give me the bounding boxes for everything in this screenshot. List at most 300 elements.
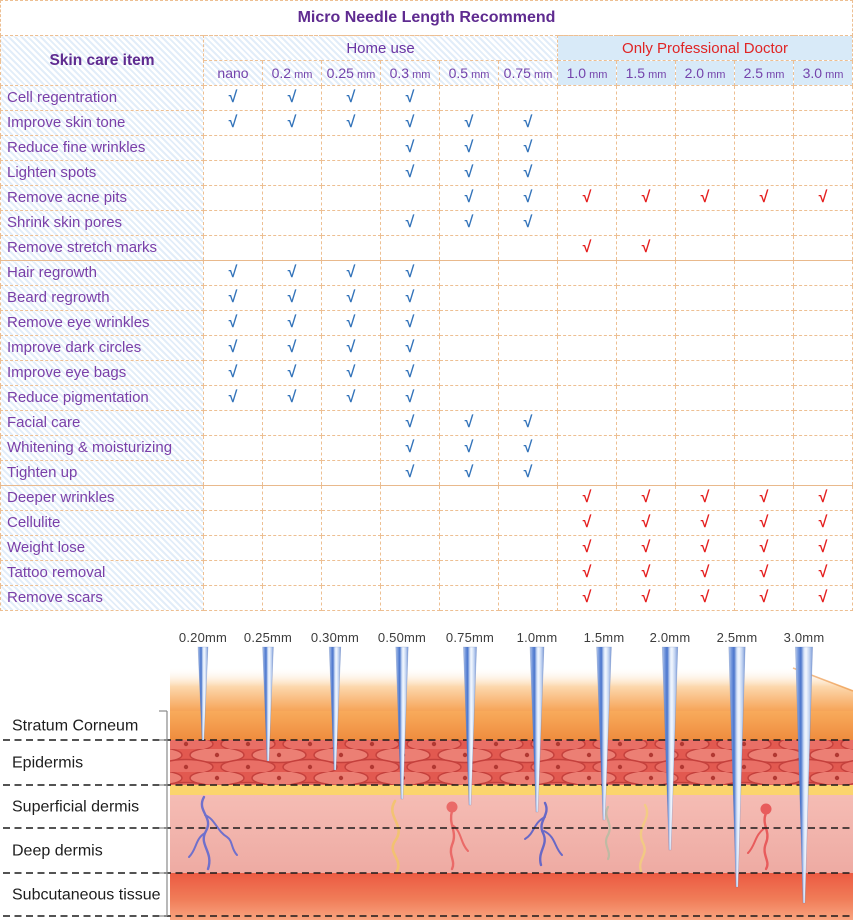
empty-cell: [322, 186, 381, 211]
check-cell: √: [558, 586, 617, 611]
empty-cell: [322, 161, 381, 186]
row-label: Lighten spots: [1, 161, 204, 186]
empty-cell: [440, 536, 499, 561]
empty-cell: [794, 436, 853, 461]
check-cell: √: [794, 486, 853, 511]
empty-cell: [440, 561, 499, 586]
empty-cell: [794, 211, 853, 236]
check-cell: √: [794, 586, 853, 611]
row-label: Hair regrowth: [1, 261, 204, 286]
check-cell: √: [322, 261, 381, 286]
table-row: [1, 211, 853, 236]
empty-cell: [735, 286, 794, 311]
check-cell: √: [558, 236, 617, 261]
empty-cell: [440, 586, 499, 611]
empty-cell: [381, 236, 440, 261]
skin-layer-label: Deep dermis: [12, 842, 103, 859]
empty-cell: [558, 336, 617, 361]
empty-cell: [617, 211, 676, 236]
table-row: [1, 361, 853, 386]
empty-cell: [558, 411, 617, 436]
row-label: Improve eye bags: [1, 361, 204, 386]
check-cell: √: [735, 586, 794, 611]
column-header-2.0mm: 2.0 mm: [676, 61, 735, 86]
check-cell: √: [204, 361, 263, 386]
skin-block: [170, 667, 853, 920]
empty-cell: [558, 211, 617, 236]
needle-length-label: 0.30mm: [310, 630, 360, 645]
empty-cell: [322, 511, 381, 536]
empty-cell: [794, 361, 853, 386]
empty-cell: [676, 86, 735, 111]
empty-cell: [617, 111, 676, 136]
empty-cell: [676, 286, 735, 311]
check-cell: √: [263, 336, 322, 361]
empty-cell: [735, 111, 794, 136]
check-cell: √: [617, 561, 676, 586]
check-cell: √: [440, 161, 499, 186]
check-cell: √: [676, 186, 735, 211]
empty-cell: [440, 511, 499, 536]
check-cell: √: [499, 111, 558, 136]
empty-cell: [499, 261, 558, 286]
empty-cell: [263, 161, 322, 186]
empty-cell: [794, 336, 853, 361]
empty-cell: [263, 186, 322, 211]
check-cell: √: [322, 361, 381, 386]
needle-length-label: 2.0mm: [649, 630, 691, 645]
check-cell: √: [440, 211, 499, 236]
empty-cell: [381, 536, 440, 561]
empty-cell: [617, 261, 676, 286]
empty-cell: [794, 111, 853, 136]
check-cell: √: [263, 361, 322, 386]
check-cell: √: [735, 536, 794, 561]
empty-cell: [794, 311, 853, 336]
check-cell: √: [499, 136, 558, 161]
row-label: Shrink skin pores: [1, 211, 204, 236]
skin-layer-label: Subcutaneous tissue: [12, 886, 161, 903]
empty-cell: [794, 261, 853, 286]
check-cell: √: [204, 111, 263, 136]
empty-cell: [263, 561, 322, 586]
empty-cell: [263, 211, 322, 236]
empty-cell: [440, 236, 499, 261]
table-row: [1, 561, 853, 586]
check-cell: √: [735, 511, 794, 536]
empty-cell: [617, 286, 676, 311]
check-cell: √: [322, 86, 381, 111]
empty-cell: [381, 486, 440, 511]
check-cell: √: [204, 311, 263, 336]
empty-cell: [499, 336, 558, 361]
empty-cell: [617, 86, 676, 111]
empty-cell: [204, 486, 263, 511]
row-label: Facial care: [1, 411, 204, 436]
check-cell: √: [735, 561, 794, 586]
empty-cell: [499, 86, 558, 111]
needle-length-label: 0.50mm: [377, 630, 427, 645]
check-cell: √: [204, 86, 263, 111]
empty-cell: [676, 361, 735, 386]
check-cell: √: [322, 311, 381, 336]
check-cell: √: [381, 386, 440, 411]
check-cell: √: [381, 436, 440, 461]
check-cell: √: [440, 411, 499, 436]
empty-cell: [499, 236, 558, 261]
empty-cell: [204, 136, 263, 161]
needle-length-label: 0.25mm: [243, 630, 293, 645]
empty-cell: [735, 236, 794, 261]
check-cell: √: [499, 436, 558, 461]
row-label: Cellulite: [1, 511, 204, 536]
empty-cell: [381, 561, 440, 586]
check-cell: √: [263, 111, 322, 136]
row-label: Improve skin tone: [1, 111, 204, 136]
skin-layer-label: Epidermis: [12, 754, 84, 771]
row-label: Cell regentration: [1, 86, 204, 111]
empty-cell: [263, 236, 322, 261]
empty-cell: [381, 511, 440, 536]
check-cell: √: [499, 411, 558, 436]
skin-layer-label: Superficial dermis: [12, 798, 140, 815]
check-cell: √: [499, 186, 558, 211]
check-cell: √: [558, 186, 617, 211]
empty-cell: [558, 86, 617, 111]
table-row: [1, 136, 853, 161]
column-header-nano: nano: [204, 61, 263, 86]
empty-cell: [617, 136, 676, 161]
empty-cell: [558, 361, 617, 386]
skin-layer-label: Stratum Corneum: [12, 717, 139, 734]
check-cell: √: [381, 361, 440, 386]
empty-cell: [676, 461, 735, 486]
empty-cell: [499, 311, 558, 336]
check-cell: √: [794, 536, 853, 561]
empty-cell: [558, 386, 617, 411]
check-cell: √: [676, 536, 735, 561]
empty-cell: [322, 236, 381, 261]
empty-cell: [735, 461, 794, 486]
empty-cell: [735, 411, 794, 436]
row-label: Reduce pigmentation: [1, 386, 204, 411]
empty-cell: [499, 511, 558, 536]
check-cell: √: [381, 111, 440, 136]
empty-cell: [735, 211, 794, 236]
empty-cell: [617, 336, 676, 361]
column-header-0.3mm: 0.3 mm: [381, 61, 440, 86]
table-row: [1, 236, 853, 261]
empty-cell: [617, 386, 676, 411]
check-cell: √: [322, 111, 381, 136]
empty-cell: [204, 461, 263, 486]
empty-cell: [499, 586, 558, 611]
empty-cell: [676, 411, 735, 436]
empty-cell: [440, 311, 499, 336]
empty-cell: [204, 536, 263, 561]
column-header-1.5mm: 1.5 mm: [617, 61, 676, 86]
check-cell: √: [263, 86, 322, 111]
empty-cell: [499, 536, 558, 561]
empty-cell: [735, 361, 794, 386]
check-cell: √: [558, 511, 617, 536]
empty-cell: [558, 311, 617, 336]
empty-cell: [676, 236, 735, 261]
empty-cell: [263, 136, 322, 161]
table-row: [1, 261, 853, 286]
empty-cell: [676, 386, 735, 411]
empty-cell: [735, 311, 794, 336]
check-cell: √: [794, 186, 853, 211]
empty-cell: [617, 461, 676, 486]
row-label: Reduce fine wrinkles: [1, 136, 204, 161]
check-cell: √: [263, 386, 322, 411]
empty-cell: [676, 136, 735, 161]
empty-cell: [440, 361, 499, 386]
empty-cell: [499, 286, 558, 311]
table-row: [1, 311, 853, 336]
table-row: [1, 436, 853, 461]
empty-cell: [676, 261, 735, 286]
check-cell: √: [676, 586, 735, 611]
empty-cell: [735, 261, 794, 286]
empty-cell: [735, 161, 794, 186]
check-cell: √: [617, 536, 676, 561]
table-row: [1, 161, 853, 186]
needle-length-label: 2.5mm: [716, 630, 758, 645]
row-label: Weight lose: [1, 536, 204, 561]
check-cell: √: [381, 311, 440, 336]
empty-cell: [204, 511, 263, 536]
empty-cell: [263, 436, 322, 461]
check-cell: √: [499, 211, 558, 236]
empty-cell: [204, 161, 263, 186]
empty-cell: [263, 586, 322, 611]
empty-cell: [322, 411, 381, 436]
empty-cell: [440, 336, 499, 361]
empty-cell: [558, 436, 617, 461]
empty-cell: [499, 561, 558, 586]
check-cell: √: [204, 286, 263, 311]
check-cell: √: [322, 286, 381, 311]
empty-cell: [794, 286, 853, 311]
empty-cell: [440, 261, 499, 286]
empty-cell: [735, 386, 794, 411]
row-label: Remove scars: [1, 586, 204, 611]
empty-cell: [322, 211, 381, 236]
empty-cell: [794, 136, 853, 161]
check-cell: √: [440, 186, 499, 211]
empty-cell: [676, 336, 735, 361]
empty-cell: [322, 486, 381, 511]
check-cell: √: [735, 486, 794, 511]
empty-cell: [617, 411, 676, 436]
check-cell: √: [676, 511, 735, 536]
empty-cell: [617, 161, 676, 186]
empty-cell: [558, 111, 617, 136]
table-row: [1, 286, 853, 311]
table-row: [1, 86, 853, 111]
group-header-only-professional-doctor: Only Professional Doctor: [558, 36, 853, 61]
column-header-skin-care-item: Skin care item: [1, 36, 204, 86]
empty-cell: [676, 311, 735, 336]
table-row: [1, 461, 853, 486]
row-label: Remove acne pits: [1, 186, 204, 211]
empty-cell: [204, 411, 263, 436]
check-cell: √: [794, 511, 853, 536]
empty-cell: [794, 161, 853, 186]
empty-cell: [499, 486, 558, 511]
empty-cell: [204, 186, 263, 211]
check-cell: √: [322, 336, 381, 361]
needle-length-label: 0.20mm: [178, 630, 228, 645]
empty-cell: [735, 136, 794, 161]
check-cell: √: [381, 161, 440, 186]
needle-length-label: 1.5mm: [583, 630, 625, 645]
check-cell: √: [735, 186, 794, 211]
check-cell: √: [676, 561, 735, 586]
empty-cell: [263, 511, 322, 536]
check-cell: √: [381, 86, 440, 111]
check-cell: √: [204, 336, 263, 361]
check-cell: √: [381, 136, 440, 161]
check-cell: √: [263, 261, 322, 286]
check-cell: √: [440, 111, 499, 136]
row-label: Remove stretch marks: [1, 236, 204, 261]
page-title: Micro Needle Length Recommend: [0, 0, 853, 36]
table-row: [1, 511, 853, 536]
empty-cell: [263, 461, 322, 486]
empty-cell: [794, 86, 853, 111]
empty-cell: [735, 86, 794, 111]
column-header-0.2mm: 0.2 mm: [263, 61, 322, 86]
check-cell: √: [440, 436, 499, 461]
check-cell: √: [381, 286, 440, 311]
empty-cell: [204, 586, 263, 611]
check-cell: √: [322, 386, 381, 411]
check-cell: √: [440, 461, 499, 486]
row-label: Beard regrowth: [1, 286, 204, 311]
check-cell: √: [381, 461, 440, 486]
check-cell: √: [381, 261, 440, 286]
check-cell: √: [263, 286, 322, 311]
empty-cell: [322, 586, 381, 611]
empty-cell: [794, 411, 853, 436]
group-header-home-use: Home use: [204, 36, 558, 61]
check-cell: √: [558, 486, 617, 511]
check-cell: √: [204, 261, 263, 286]
empty-cell: [558, 461, 617, 486]
empty-cell: [558, 136, 617, 161]
row-label: Whitening & moisturizing: [1, 436, 204, 461]
table-row: [1, 386, 853, 411]
check-cell: √: [617, 511, 676, 536]
check-cell: √: [617, 236, 676, 261]
check-cell: √: [381, 411, 440, 436]
recommend-table: [0, 35, 853, 611]
table-row: [1, 486, 853, 511]
empty-cell: [440, 486, 499, 511]
table-row: [1, 536, 853, 561]
row-label: Improve dark circles: [1, 336, 204, 361]
empty-cell: [440, 386, 499, 411]
check-cell: √: [558, 561, 617, 586]
column-header-3.0mm: 3.0 mm: [794, 61, 853, 86]
needle-length-label: 1.0mm: [516, 630, 558, 645]
empty-cell: [735, 436, 794, 461]
empty-cell: [558, 286, 617, 311]
check-cell: √: [617, 586, 676, 611]
column-header-0.75mm: 0.75 mm: [499, 61, 558, 86]
empty-cell: [676, 161, 735, 186]
check-cell: √: [558, 536, 617, 561]
empty-cell: [381, 186, 440, 211]
empty-cell: [322, 136, 381, 161]
check-cell: √: [381, 211, 440, 236]
empty-cell: [499, 386, 558, 411]
needle-depth-diagram: [0, 611, 853, 920]
row-label: Tattoo removal: [1, 561, 204, 586]
column-header-0.25mm: 0.25 mm: [322, 61, 381, 86]
row-label: Tighten up: [1, 461, 204, 486]
empty-cell: [676, 211, 735, 236]
empty-cell: [263, 486, 322, 511]
check-cell: √: [440, 136, 499, 161]
empty-cell: [735, 336, 794, 361]
empty-cell: [322, 461, 381, 486]
empty-cell: [204, 436, 263, 461]
empty-cell: [322, 561, 381, 586]
empty-cell: [676, 436, 735, 461]
empty-cell: [558, 161, 617, 186]
table-row: [1, 586, 853, 611]
empty-cell: [204, 561, 263, 586]
table-row: [1, 411, 853, 436]
empty-cell: [676, 111, 735, 136]
check-cell: √: [499, 461, 558, 486]
empty-cell: [499, 361, 558, 386]
column-header-1.0mm: 1.0 mm: [558, 61, 617, 86]
empty-cell: [794, 461, 853, 486]
empty-cell: [381, 586, 440, 611]
row-label: Deeper wrinkles: [1, 486, 204, 511]
empty-cell: [440, 86, 499, 111]
empty-cell: [322, 536, 381, 561]
column-header-0.5mm: 0.5 mm: [440, 61, 499, 86]
check-cell: √: [204, 386, 263, 411]
table-row: [1, 111, 853, 136]
check-cell: √: [617, 486, 676, 511]
empty-cell: [263, 536, 322, 561]
check-cell: √: [499, 161, 558, 186]
empty-cell: [204, 211, 263, 236]
empty-cell: [263, 411, 322, 436]
row-label: Remove eye wrinkles: [1, 311, 204, 336]
empty-cell: [794, 236, 853, 261]
empty-cell: [617, 436, 676, 461]
needle-length-label: 0.75mm: [445, 630, 495, 645]
check-cell: √: [676, 486, 735, 511]
empty-cell: [794, 386, 853, 411]
table-row: [1, 336, 853, 361]
needle-length-label: 3.0mm: [783, 630, 825, 645]
empty-cell: [322, 436, 381, 461]
empty-cell: [204, 236, 263, 261]
table-row: [1, 186, 853, 211]
empty-cell: [617, 361, 676, 386]
check-cell: √: [263, 311, 322, 336]
check-cell: √: [381, 336, 440, 361]
